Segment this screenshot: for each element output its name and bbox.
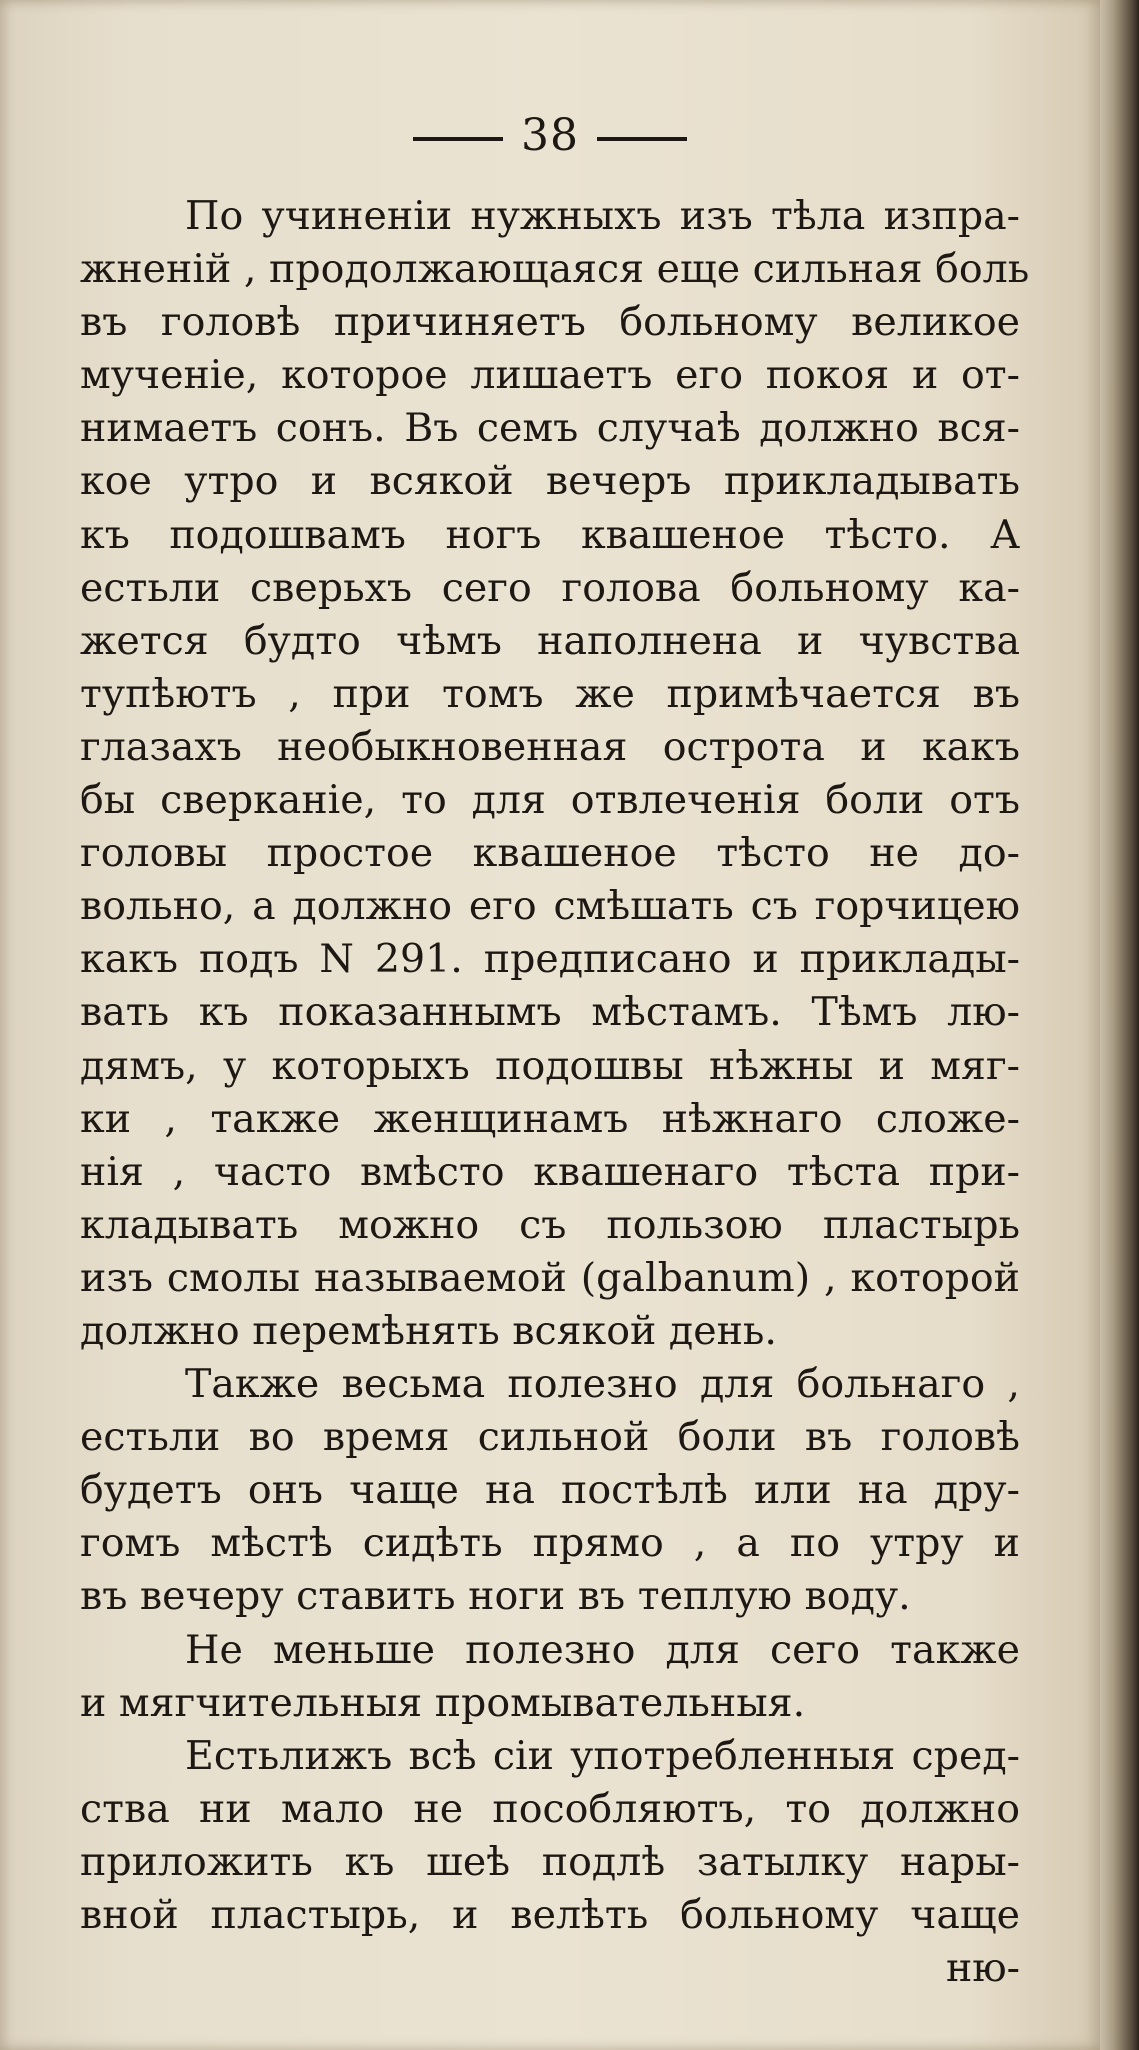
text-line: въ головѣ причиняетъ больному великое [80, 299, 1020, 346]
text-line: будетъ онъ чаще на постѣлѣ или на дру- [80, 1467, 1020, 1514]
text-line: изъ смолы называемой (galbanum) , которой [80, 1254, 1020, 1301]
text-line: Не меньше полезно для сего также [185, 1626, 1020, 1673]
text-line: мученіе, которое лишаетъ его покоя и от- [80, 352, 1020, 399]
text-line: вной пластырь, и велѣть больному чаще [80, 1892, 1020, 1938]
text-line: кладывать можно съ пользою пластырь [80, 1201, 1020, 1248]
text-line: головы простое квашеное тѣсто не до- [80, 830, 1020, 877]
text-line: въ вечеру ставить ноги въ теплую воду. [80, 1573, 911, 1620]
text-line: естьли сверьхъ сего голова больному ка- [80, 564, 1020, 611]
text-line: должно перемѣнять всякой день. [80, 1307, 777, 1354]
text-line: жется будто чѣмъ наполнена и чувства [80, 617, 1020, 664]
text-line: бы сверканіе, то для отвлеченія боли отъ [80, 777, 1020, 824]
text-line: вать къ показаннымъ мѣстамъ. Тѣмъ лю- [80, 989, 1020, 1036]
catchword: ню- [945, 1945, 1020, 1992]
text-line: вольно, а должно его смѣшать съ горчицею [80, 883, 1020, 930]
text-line: ки , также женщинамъ нѣжнаго сложе- [80, 1095, 1020, 1142]
text-line: какъ подъ N 291. предписано и приклады- [80, 936, 1020, 983]
body-text [80, 190, 1030, 1995]
text-line: кое утро и всякой вечеръ прикладывать [80, 458, 1020, 505]
text-line: нія , часто вмѣсто квашенаго тѣста при- [80, 1148, 1020, 1195]
text-line: гомъ мѣстѣ сидѣть прямо , а по утру и [80, 1520, 1020, 1567]
header-left-dash [413, 137, 503, 141]
page-number: 38 [521, 110, 579, 161]
text-line: Естьлижъ всѣ сіи употребленныя сред- [185, 1732, 1020, 1779]
page-header [0, 110, 1100, 161]
text-line: тупѣютъ , при томъ же примѣчается въ [80, 670, 1020, 717]
text-line: и мягчительныя промывательныя. [80, 1679, 806, 1726]
text-line: глазахъ необыкновенная острота и какъ [80, 723, 1020, 770]
text-line: По учиненіи нужныхъ изъ тѣла изпра- [185, 193, 1020, 239]
text-line: естьли во время сильной боли въ головѣ [80, 1414, 1020, 1461]
text-line: къ подошвамъ ногъ квашеное тѣсто. А [80, 511, 1020, 558]
text-line: дямъ, у которыхъ подошвы нѣжны и мяг- [80, 1042, 1020, 1089]
text-line: ства ни мало не пособляютъ, то должно [80, 1785, 1020, 1832]
text-line: Также весьма полезно для больнаго , [185, 1361, 1020, 1408]
header-right-dash [597, 137, 687, 141]
text-line: жненій , продолжающаяся еще сильная боль [80, 246, 1030, 293]
text-line: нимаетъ сонъ. Въ семъ случаѣ должно вся- [80, 405, 1020, 452]
page-edge [1100, 0, 1139, 2050]
text-line: приложить къ шеѣ подлѣ затылку нары- [80, 1838, 1020, 1885]
